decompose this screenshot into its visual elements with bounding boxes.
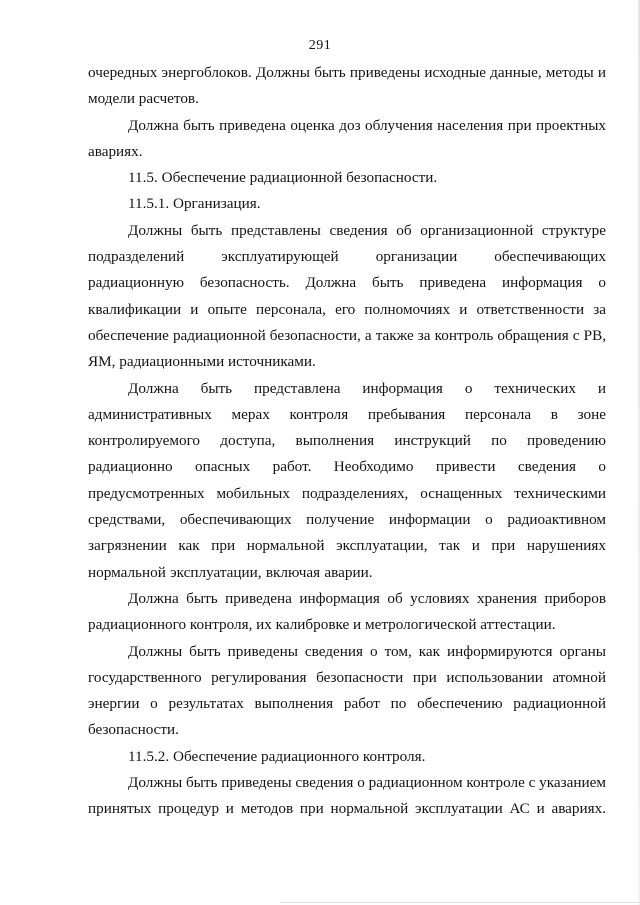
paragraph-organization-structure: Должны быть представлены сведения об организационной структуре подразделений эксплуатирующей организации обеспечивающих радиационную безопасность. Должна быть приведена информация о квалификации и опыте персонала, его полномочиях и ответственности за обеспечение радиационной безопасности, а также за контроль обращения с РВ, ЯМ, радиационными источниками.: [88, 221, 606, 371]
page-number: 291: [308, 38, 332, 53]
paragraph-regulator-information: Должны быть приведены сведения о том, как информируются органы государственного регулирования безопасности при использовании атомной энергии о результатах выполнения работ по обеспечению радиационной безопасности.: [88, 642, 606, 739]
paragraph-technical-measures: Должна быть представлена информация о технических и административных мерах контроля пребывания персонала в зоне контролируемого доступа, выполнения инструкций по проведению радиационно опасных работ. Необходимо привести сведения о предусмотренных мобильных подразделениях, оснащенных техническими средствами, обеспечивающих получение информации о радиоактивном загрязнении как при нормальной эксплуатации, так и при нарушениях нормальной эксплуатации, включая аварии.: [88, 379, 606, 581]
paragraph-dose-assessment: Должна быть приведена оценка доз облучения населения при проектных авариях.: [88, 116, 606, 160]
scan-bottom-line: [280, 902, 640, 903]
section-heading-11-5: 11.5. Обеспечение радиационной безопасности.: [128, 169, 438, 187]
section-heading-11-5-1: 11.5.1. Организация.: [128, 195, 261, 213]
document-body: [88, 60, 606, 823]
paragraph-radiation-monitoring: Должны быть приведены сведения о радиационном контроле с указанием принятых процедур и методов при нормальной эксплуатации АС и авариях.: [88, 774, 606, 818]
paragraph-intro-continuation: очередных энергоблоков. Должны быть приведены исходные данные, методы и модели расчетов.: [88, 64, 606, 108]
section-heading-11-5-2: 11.5.2. Обеспечение радиационного контроля.: [128, 747, 426, 765]
paragraph-instrument-storage: Должна быть приведена информация об условиях хранения приборов радиационного контроля, их калибровке и метрологической аттестации.: [88, 589, 606, 634]
